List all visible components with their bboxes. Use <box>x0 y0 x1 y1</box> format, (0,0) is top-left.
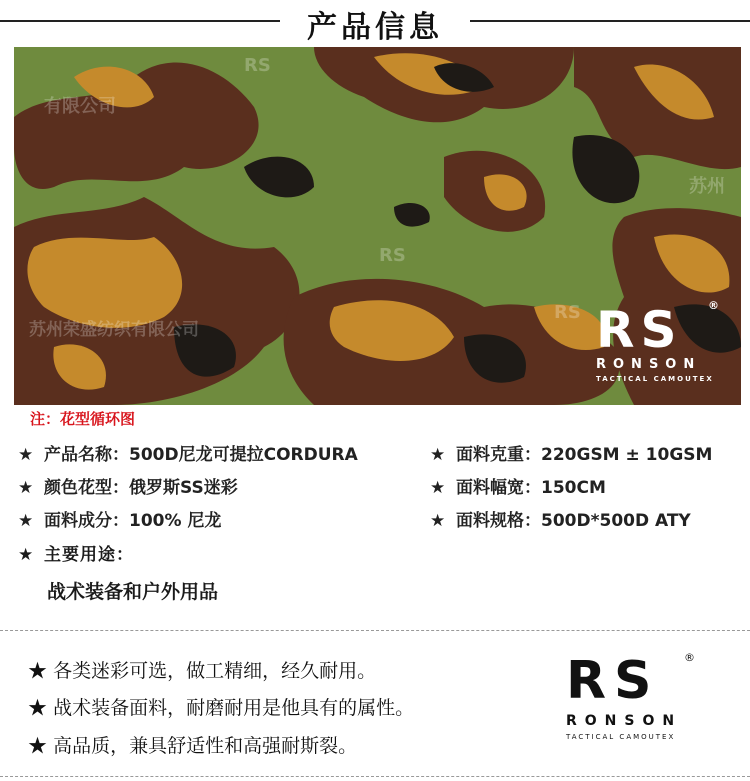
star-icon: ★ <box>28 697 48 719</box>
star-icon: ★ <box>18 511 34 531</box>
spec-value: 150CM <box>541 478 606 498</box>
star-icon: ★ <box>430 478 446 498</box>
logo-name: RONSON <box>596 357 702 372</box>
star-icon: ★ <box>430 511 446 531</box>
feature-text: 战术装备面料，耐磨耐用是他具有的属性。 <box>53 697 415 719</box>
usage-text: 战术装备和户外用品 <box>47 581 219 603</box>
ronson-logo <box>596 299 726 383</box>
star-icon: ★ <box>430 445 446 465</box>
logo-tagline: TACTICAL CAMOUTEX <box>596 375 714 383</box>
spec-color-pattern <box>18 473 238 498</box>
feature-item <box>28 693 414 720</box>
divider <box>0 630 750 631</box>
spec-value: 500D*500D ATY <box>541 511 691 531</box>
pattern-note: 注：花型循环图 <box>30 410 136 428</box>
watermark-text: RS <box>244 55 271 76</box>
registered-mark: ® <box>684 651 695 664</box>
spec-label: 面料规格： <box>456 511 541 531</box>
star-icon: ★ <box>18 445 34 465</box>
star-icon: ★ <box>28 660 48 682</box>
watermark-text: 有限公司 <box>44 96 116 117</box>
feature-text: 各类迷彩可选，做工精细，经久耐用。 <box>53 660 377 682</box>
star-icon: ★ <box>18 545 35 565</box>
watermark-text: RS <box>379 245 406 266</box>
brand-logo <box>566 651 706 741</box>
spec-composition <box>18 506 221 531</box>
watermark-text: 苏州 <box>689 176 725 197</box>
feature-item <box>28 731 357 758</box>
spec-label: 面料成分： <box>44 511 129 531</box>
usage-heading-text: 主要用途： <box>44 545 134 565</box>
feature-text: 高品质，兼具舒适性和高强耐斯裂。 <box>53 735 358 757</box>
usage-heading <box>18 540 134 565</box>
spec-label: 颜色花型： <box>44 478 129 498</box>
brand-tagline: TACTICAL CAMOUTEX <box>566 733 676 741</box>
fabric-swatch-image <box>14 47 741 405</box>
spec-product-name <box>18 440 358 465</box>
divider <box>0 776 750 777</box>
watermark-text: RS <box>554 302 581 323</box>
spec-width <box>430 473 606 498</box>
brand-letters: RS <box>566 651 660 711</box>
spec-weight <box>430 440 712 465</box>
feature-item <box>28 656 376 683</box>
watermark-text: 苏州荣盛纺织有限公司 <box>29 320 199 340</box>
spec-label: 面料幅宽： <box>456 478 541 498</box>
star-icon: ★ <box>18 478 34 498</box>
spec-label: 产品名称： <box>44 445 129 465</box>
spec-value: 100% 尼龙 <box>129 511 222 531</box>
spec-value: 俄罗斯SS迷彩 <box>129 478 238 498</box>
brand-name: RONSON <box>566 713 683 729</box>
spec-value: 500D尼龙可提拉CORDURA <box>129 445 358 465</box>
logo-letters: RS <box>596 301 683 359</box>
page-title: 产品信息 <box>307 10 443 45</box>
star-icon: ★ <box>28 735 48 757</box>
spec-specification <box>430 506 691 531</box>
spec-label: 面料克重： <box>456 445 541 465</box>
registered-mark: ® <box>708 299 719 312</box>
spec-value: 220GSM ± 10GSM <box>541 445 713 465</box>
